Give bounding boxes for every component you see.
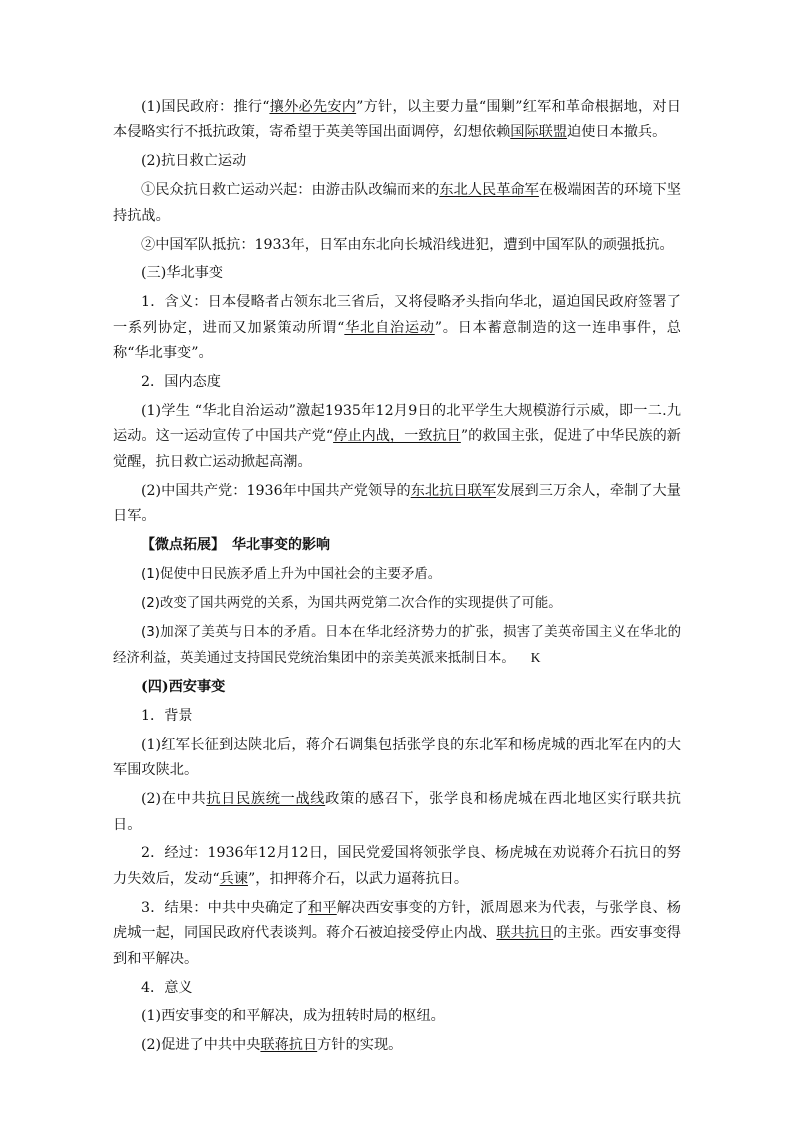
- heading-background: 1．背景: [141, 707, 193, 724]
- underlined-term: 停止内战，一致抗日: [333, 428, 461, 445]
- heading-significance: 4．意义: [141, 979, 193, 996]
- underlined-term: 兵谏: [219, 870, 248, 887]
- paragraph-army-resistance: ②中国军队抵抗：1933年，日军由东北向长城沿线进犯，遭到中国军队的顽强抵抗。: [141, 236, 674, 253]
- underlined-term: 和平: [308, 899, 337, 916]
- text: ”方针，以主要力量“围剿”红军和革命根据地，对日本侵略实行不抵抗政策，寄希望于英美等国出面调停，幻想依赖: [113, 99, 681, 141]
- underlined-term: 华北自治运动: [344, 319, 435, 336]
- extension-point-3: [113, 620, 681, 672]
- extension-title: 【微点拓展】 华北事变的影响: [141, 537, 330, 553]
- paragraph-process: [113, 841, 681, 892]
- text: 在极端困苦的环境下坚持抗战。: [113, 182, 681, 224]
- text: 2．经过：1936年12月12日，国民党爱国将领张学良、杨虎城在劝说蒋介石抗日的努力失效后，发动“: [113, 845, 681, 887]
- paragraph-national-government: [113, 95, 681, 146]
- text: 迫使日本撤兵。: [567, 124, 667, 141]
- underlined-term: 国际联盟: [510, 124, 568, 141]
- underlined-term: 联蒋抗日: [260, 1037, 318, 1054]
- paragraph-significance-1: (1)西安事变的和平解决，成为扭转时局的枢纽。: [141, 1008, 445, 1025]
- text: (1)学生 “华北自治运动”激起1935年12月9日的北平学生大规模游行示威，即一二.九运动。这一运动宣传了中国共产党“: [113, 402, 681, 445]
- text: ”的救国主张，促进了中华民族的新觉醒，抗日救亡运动掀起高潮。: [113, 428, 681, 470]
- text: 的主张。西安事变得到和平解决。: [113, 925, 681, 967]
- text: ”，扣押蒋介石，以武力逼蒋抗日。: [247, 870, 469, 887]
- paragraph-significance-2: [113, 1033, 681, 1058]
- text: 发展到三万余人，牵制了大量日军。: [113, 482, 681, 525]
- paragraph-definition: [113, 290, 681, 366]
- text: 方针的实现。: [317, 1037, 403, 1054]
- paragraph-communist-party: [113, 479, 681, 530]
- text: (2)促进了中共中央: [141, 1037, 261, 1054]
- text: ①民众抗日救亡运动兴起：由游击队改编而来的: [141, 182, 440, 199]
- heading-anti-japanese-movement: (2)抗日救亡运动: [141, 153, 247, 170]
- paragraph-result: [113, 896, 681, 972]
- text: 1．含义：日本侵略者占领东北三省后，又将侵略矛头指向华北，逼迫国民政府签署了一系列协定，进而又加紧策动所谓“: [113, 294, 681, 336]
- extension-point-1: (1)促使中日民族矛盾上升为中国社会的主要矛盾。: [141, 566, 442, 582]
- text: (2)中国共产党：1936年中国共产党领导的: [141, 482, 411, 499]
- text: 政策的感召下，张学良和杨虎城在西北地区实行联共抗日。: [113, 791, 681, 833]
- text: 解决西安事变的方针，派周恩来为代表，与张学良、杨虎城一起，同国民政府代表谈判。蒋介石被迫接受停止内战、: [113, 899, 681, 942]
- paragraph-background-2: [113, 787, 681, 838]
- underlined-term: 东北人民革命军: [439, 182, 539, 199]
- heading-domestic-attitude: 2．国内态度: [141, 374, 221, 391]
- underlined-term: 联共抗日: [496, 925, 554, 942]
- paragraph-popular-resistance: [113, 178, 681, 229]
- text: (3)加深了美英与日本的矛盾。日本在华北经济势力的扩张，损害了美英帝国主义在华北的经济利益，英美通过支持国民党统治集团中的亲美英派来抵制日本。: [113, 624, 681, 667]
- text: (2)在中共: [141, 791, 207, 808]
- underlined-term: 东北抗日联军: [410, 482, 497, 499]
- underlined-term: 攘外必先安内: [269, 99, 357, 115]
- section-heading-xian: (四)西安事变: [141, 679, 226, 696]
- section-heading-north-china: (三)华北事变: [141, 265, 224, 282]
- text: ”。日本蓄意制造的这一连串事件，总称“华北事变”。: [113, 319, 681, 362]
- mark-k: K: [530, 650, 541, 666]
- text: 3．结果：中共中央确定了: [141, 899, 309, 916]
- extension-point-2: (2)改变了国共两党的关系，为国共两党第二次合作的实现提供了可能。: [141, 595, 562, 611]
- underlined-term: 抗日民族统一战线: [206, 791, 326, 808]
- text: (1)国民政府：推行“: [141, 99, 270, 115]
- paragraph-students: [113, 399, 681, 475]
- paragraph-background-1: (1)红军长征到达陕北后，蒋介石调集包括张学良的东北军和杨虎城的西北军在内的大军围攻陕北。: [113, 736, 681, 779]
- document-body: [113, 95, 681, 1059]
